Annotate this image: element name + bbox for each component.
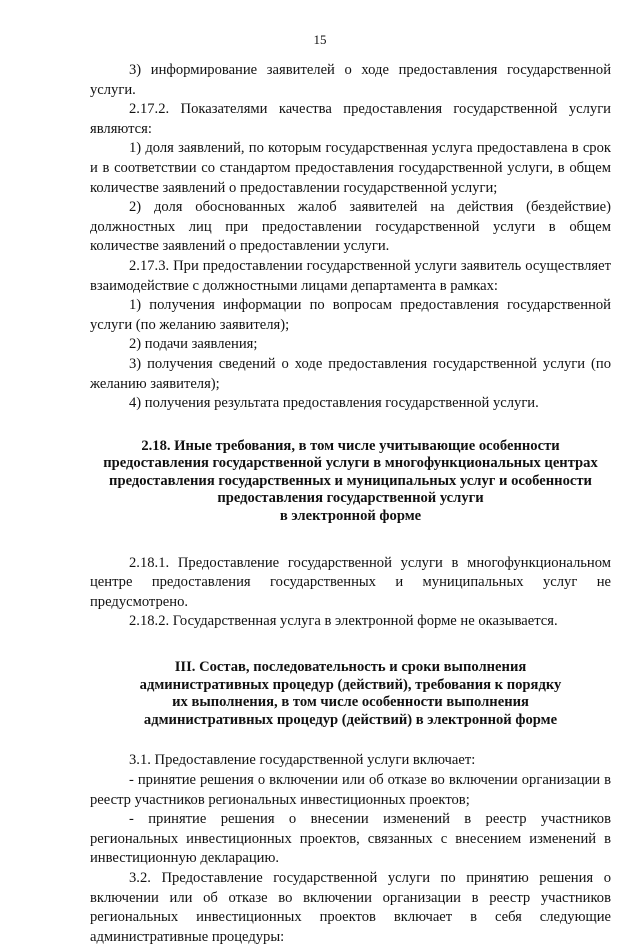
paragraph: 3) получения сведений о ходе предоставления государственной услуги (по желанию заявителя); <box>90 355 611 392</box>
heading-line: их выполнения, в том числе особенности выполнения <box>172 694 529 711</box>
paragraph: 2) доля обоснованных жалоб заявителей на действия (бездействие) должностных лиц при предоставлении государственной услуги в общем количестве заявлений о предоставлении услуги. <box>90 199 611 255</box>
paragraph: - принятие решения о внесении изменений в реестр участников региональных инвестиционных проектов, связанных с внесением изменений в инвестиционную декларацию. <box>90 811 611 867</box>
paragraph: - принятие решения о включении или об отказе во включении организации в реестр участников региональных инвестиционных проектов; <box>90 772 611 808</box>
heading-line: административных процедур (действий) в электронной форме <box>143 711 558 728</box>
heading-line: предоставления государственных и муниципальных услуг и особенности <box>109 472 592 489</box>
paragraph: 3.2. Предоставление государственной услуги по принятию решения о включении или об отказе во включении организации в реестр участников региональных инвестиционных проектов включает в себя следующие административные процедуры: <box>90 869 611 945</box>
document-body <box>90 61 611 947</box>
heading-line: предоставления государственной услуги <box>217 490 484 507</box>
paragraph: 1) доля заявлений, по которым государственная услуга предоставлена в срок и в соответствии со стандартом предоставления государственной услуги, в общем количестве заявлений о предоставлении государственной услуги; <box>90 140 611 196</box>
heading-line: административных процедур (действий), требования к порядку <box>139 676 562 693</box>
heading-line: 2.18. Иные требования, в том числе учитывающие особенности <box>141 437 560 454</box>
paragraph: 2) подачи заявления; <box>129 336 258 353</box>
heading-line: III. Состав, последовательность и сроки выполнения <box>174 659 527 676</box>
paragraph: 2.17.3. При предоставлении государственной услуги заявитель осуществляет взаимодействие с должностными лицами департамента в рамках: <box>90 257 611 294</box>
paragraph: 2.18.2. Государственная услуга в электронной форме не оказывается. <box>129 613 558 630</box>
paragraph: 3.1. Предоставление государственной услуги включает: <box>129 752 476 769</box>
paragraph: 3) информирование заявителей о ходе предоставления государственной услуги. <box>90 62 611 98</box>
paragraph: 1) получения информации по вопросам предоставления государственной услуги (по желанию заявителя); <box>90 297 611 333</box>
paragraph: 4) получения результата предоставления государственной услуги. <box>129 395 539 412</box>
page-number: 15 <box>313 32 327 47</box>
section-heading-2-18 <box>90 438 611 526</box>
paragraph: 2.17.2. Показателями качества предоставления государственной услуги являются: <box>90 101 611 137</box>
section-heading-3 <box>90 659 611 729</box>
heading-line: предоставления государственной услуги в многофункциональных центрах <box>103 455 598 472</box>
heading-line: в электронной форме <box>279 508 422 525</box>
paragraph: 2.18.1. Предоставление государственной услуги в многофункциональном центре предоставления государственных и муниципальных услуг не предусмотрено. <box>90 554 611 610</box>
